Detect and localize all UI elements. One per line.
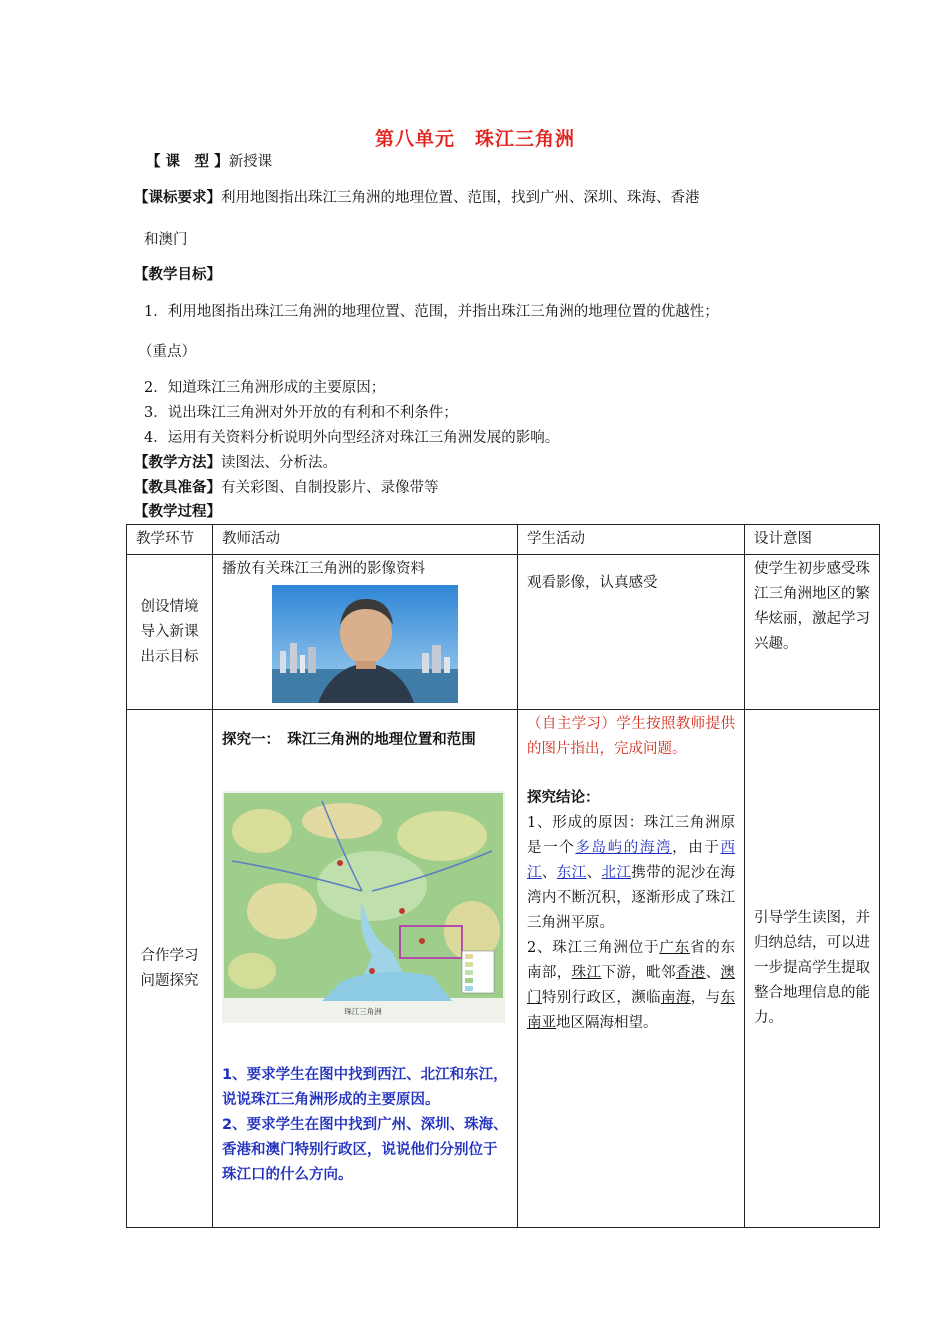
text-run: ，与: [690, 990, 721, 1006]
text-run: 携带的泥沙在海湾内不断沉积，逐渐形成了珠江三角洲平原。: [527, 865, 736, 931]
conclusion-2: [527, 936, 735, 1036]
text-run: 、: [705, 965, 721, 981]
link-dongjiang[interactable]: 东江: [556, 865, 587, 881]
standard-text-1: 利用地图指出珠江三角洲的地理位置、范围，找到广州、深圳、珠海、香港: [221, 190, 700, 206]
teacher-cell-2: [213, 710, 518, 1228]
tools-value: 有关彩图、自制投影片、录像带等: [221, 480, 439, 496]
header-student: 学生活动: [518, 525, 745, 555]
standard-label: 【课标要求】: [134, 190, 221, 206]
underlined-term: 东南亚: [527, 990, 736, 1031]
link-beijiang[interactable]: 北江: [601, 865, 632, 881]
header-teacher: 教师活动: [213, 525, 518, 555]
goal-2: 2．知道珠江三角洲形成的主要原因；: [144, 380, 386, 396]
link-xijiang[interactable]: 西江: [527, 840, 735, 881]
goal-1-note: （重点）: [138, 344, 196, 360]
underlined-term: 广东: [659, 940, 690, 956]
teacher-activity-text: 播放有关珠江三角洲的影像资料: [222, 561, 425, 577]
conclusion-1: [527, 811, 735, 936]
goal-1: 1．利用地图指出珠江三角洲的地理位置、范围，并指出珠江三角洲的地理位置的优越性；: [144, 304, 719, 320]
stage-line: 导入新课: [140, 623, 199, 640]
goal-4: 4．运用有关资料分析说明外向型经济对珠江三角洲发展的影响。: [144, 430, 560, 446]
text-run: 下游，毗邻: [601, 965, 676, 981]
table-header-row: [127, 525, 880, 555]
pearl-river-delta-map: [222, 791, 505, 1023]
map-caption: 珠江三角洲: [344, 1007, 382, 1016]
stage-line: 出示目标: [140, 648, 199, 665]
task-2: 2、要求学生在图中找到广州、深圳、珠海、香港和澳门特别行政区，说说他们分别位于珠江口的什么方向。: [222, 1117, 508, 1183]
tools-line: [134, 478, 439, 498]
process-label: 【教学过程】: [134, 504, 221, 520]
underlined-term: 南海: [660, 990, 691, 1006]
process-table: [126, 524, 880, 1228]
text-run: 省的东南部，: [527, 940, 736, 981]
text-run: 、: [586, 865, 602, 881]
method-label: 【教学方法】: [134, 455, 221, 471]
standard-line: [134, 188, 700, 208]
stage-line: 问题探究: [140, 972, 199, 989]
inquiry-heading: 探究一： 珠江三角洲的地理位置和范围: [222, 732, 476, 748]
lesson-type-label: 【 课 型 】: [146, 154, 229, 170]
underlined-term: 香港: [675, 965, 706, 981]
stage-line: 合作学习: [140, 947, 199, 964]
stage-cell-2: [127, 710, 213, 1228]
tools-label: 【教具准备】: [134, 480, 221, 496]
self-study-text: （自主学习）学生按照教师提供的图片指出，完成问题。: [527, 716, 735, 757]
conclusion-label: 探究结论：: [527, 790, 600, 806]
student-activity-text: 观看影像，认真感受: [527, 575, 658, 591]
table-row: [127, 710, 880, 1228]
task-1: 1、要求学生在图中找到西江、北江和东江，说说珠江三角洲形成的主要原因。: [222, 1067, 508, 1108]
method-line: [134, 453, 337, 473]
intent-cell-1: 使学生初步感受珠江三角洲地区的繁华炫丽，激起学习兴趣。: [745, 555, 880, 710]
goal-3: 3．说出珠江三角洲对外开放的有利和不利条件；: [144, 405, 458, 421]
text-run: 地区隔海相望。: [556, 1015, 658, 1031]
table-row: [127, 555, 880, 710]
standard-text-2: 和澳门: [144, 232, 188, 248]
stage-line: 创设情境: [140, 598, 199, 615]
underlined-term: 珠江: [571, 965, 602, 981]
text-run: 、: [541, 865, 557, 881]
underlined-term: 澳门: [527, 965, 736, 1006]
student-cell-1: [518, 555, 745, 710]
stage-cell-1: [127, 555, 213, 710]
link-island-bay[interactable]: 多岛屿的海湾: [575, 840, 673, 856]
text-run: 特别行政区，濒临: [541, 990, 661, 1006]
text-run: ，由于: [672, 840, 721, 856]
portrait-photo: [272, 585, 458, 703]
text-run: 1、形成的原因：珠江三角洲原是一个: [527, 815, 735, 856]
student-cell-2: [518, 710, 745, 1228]
teacher-cell-1: [213, 555, 518, 710]
page-title: 第八单元 珠江三角洲: [374, 128, 575, 150]
lesson-type-line: [146, 152, 272, 172]
header-stage: 教学环节: [127, 525, 213, 555]
goals-label: 【教学目标】: [134, 267, 221, 283]
lesson-type-value: 新授课: [228, 154, 273, 170]
header-intent: 设计意图: [745, 525, 880, 555]
intent-cell-2: 引导学生读图，并归纳总结，可以进一步提高学生提取整合地理信息的能力。: [745, 710, 880, 1228]
text-run: 2、珠江三角洲位于: [527, 940, 660, 956]
method-value: 读图法、分析法。: [221, 455, 337, 471]
